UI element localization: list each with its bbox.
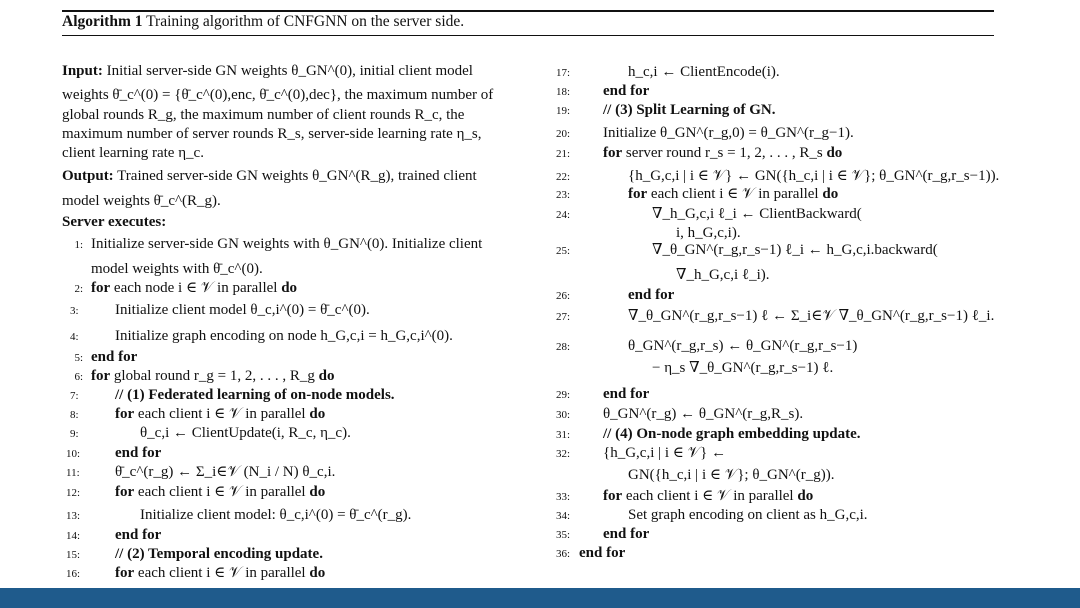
step-13: 13: Initialize client model: θ_c,i^(0) = θ̄_c^(r_g). bbox=[66, 507, 412, 523]
step-24-cont: i, h_G,c,i). bbox=[676, 225, 741, 241]
server-executes: Server executes: bbox=[62, 214, 167, 230]
output-line-2: model weights θ̄_c^(R_g). bbox=[62, 193, 221, 209]
step-11: 11: θ̄_c^(r_g) ← Σ_i∈𝒱 (N_i / N) θ_c,i. bbox=[66, 464, 336, 480]
step-18: 18: end for bbox=[556, 83, 650, 99]
step-4: 4: Initialize graph encoding on node h_G,c,i = h_G,c,i^(0). bbox=[70, 328, 453, 344]
step-25: 25: ∇_θ_GN^(r_g,r_s−1) ℓ_i ← h_G,c,i.backward( bbox=[556, 242, 938, 258]
step-15: 15: // (2) Temporal encoding update. bbox=[66, 546, 323, 562]
step-36: 36: end for bbox=[556, 545, 626, 561]
input-line-3: global rounds R_g, the maximum number of client rounds R_c, the bbox=[62, 107, 465, 123]
step-23: 23: for each client i ∈ 𝒱 in parallel do bbox=[556, 186, 839, 202]
step-1-cont: model weights with θ̄_c^(0). bbox=[91, 261, 263, 277]
step-24: 24: ∇_h_G,c,i ℓ_i ← ClientBackward( bbox=[556, 206, 862, 222]
step-19: 19: // (3) Split Learning of GN. bbox=[556, 102, 776, 118]
step-1: 1: Initialize server-side GN weights with θ_GN^(0). Initialize client bbox=[74, 236, 483, 252]
output-line-1: Output: Trained server-side GN weights θ_GN^(R_g), trained client bbox=[62, 168, 477, 184]
step-29: 29: end for bbox=[556, 386, 650, 402]
algorithm-title: Training algorithm of CNFGNN on the server side. bbox=[146, 13, 465, 30]
step-16: 16: for each client i ∈ 𝒱 in parallel do bbox=[66, 565, 326, 581]
step-9: 9: θ_c,i ← ClientUpdate(i, R_c, η_c). bbox=[70, 425, 351, 441]
bottom-bar bbox=[0, 588, 1080, 608]
step-31: 31: // (4) On-node graph embedding update. bbox=[556, 426, 861, 442]
step-30: 30: θ_GN^(r_g) ← θ_GN^(r_g,R_s). bbox=[556, 406, 804, 422]
step-26: 26: end for bbox=[556, 287, 675, 303]
step-21: 21: for server round r_s = 1, 2, . . . , R_s do bbox=[556, 145, 843, 161]
step-5: 5: end for bbox=[74, 349, 138, 365]
step-35: 35: end for bbox=[556, 526, 650, 542]
step-32-cont: GN({h_c,i | i ∈ 𝒱}; θ_GN^(r_g)). bbox=[628, 467, 835, 483]
step-28-cont: − η_s ∇_θ_GN^(r_g,r_s−1) ℓ. bbox=[652, 360, 834, 376]
step-10: 10: end for bbox=[66, 445, 162, 461]
input-line-5: client learning rate η_c. bbox=[62, 145, 204, 161]
step-3: 3: Initialize client model θ_c,i^(0) = θ̄_c^(0). bbox=[70, 302, 370, 318]
input-line-2: weights θ̄_c^(0) = {θ̄_c^(0),enc, θ̄_c^(0),dec}, the maximum number of bbox=[62, 87, 494, 103]
step-32: 32: {h_G,c,i | i ∈ 𝒱} ← bbox=[556, 445, 727, 461]
step-25-cont: ∇_h_G,c,i ℓ_i). bbox=[676, 267, 770, 283]
input-line-4: maximum number of server rounds R_s, server-side learning rate η_s, bbox=[62, 126, 482, 142]
step-34: 34: Set graph encoding on client as h_G,c,i. bbox=[556, 507, 868, 523]
step-2: 2: for each node i ∈ 𝒱 in parallel do bbox=[74, 280, 298, 296]
step-17: 17: h_c,i ← ClientEncode(i). bbox=[556, 64, 780, 80]
step-28: 28: θ_GN^(r_g,r_s) ← θ_GN^(r_g,r_s−1) bbox=[556, 338, 858, 354]
step-27: 27: ∇_θ_GN^(r_g,r_s−1) ℓ ← Σ_i∈𝒱 ∇_θ_GN^(r_g,r_s−1) ℓ_i. bbox=[556, 308, 995, 324]
input-line-1: Input: Initial server-side GN weights θ_GN^(0), initial client model bbox=[62, 63, 473, 79]
algorithm-label: Algorithm 1 bbox=[62, 13, 143, 30]
step-7: 7: // (1) Federated learning of on-node models. bbox=[70, 387, 395, 403]
step-8: 8: for each client i ∈ 𝒱 in parallel do bbox=[70, 406, 326, 422]
step-6: 6: for global round r_g = 1, 2, . . . , R_g do bbox=[74, 368, 335, 384]
step-20: 20: Initialize θ_GN^(r_g,0) = θ_GN^(r_g−1). bbox=[556, 125, 854, 141]
step-14: 14: end for bbox=[66, 527, 162, 543]
step-12: 12: for each client i ∈ 𝒱 in parallel do bbox=[66, 484, 326, 500]
step-33: 33: for each client i ∈ 𝒱 in parallel do bbox=[556, 488, 814, 504]
step-22: 22: {h_G,c,i | i ∈ 𝒱} ← GN({h_c,i | i ∈ 𝒱}; θ_GN^(r_g,r_s−1)). bbox=[556, 168, 1000, 184]
